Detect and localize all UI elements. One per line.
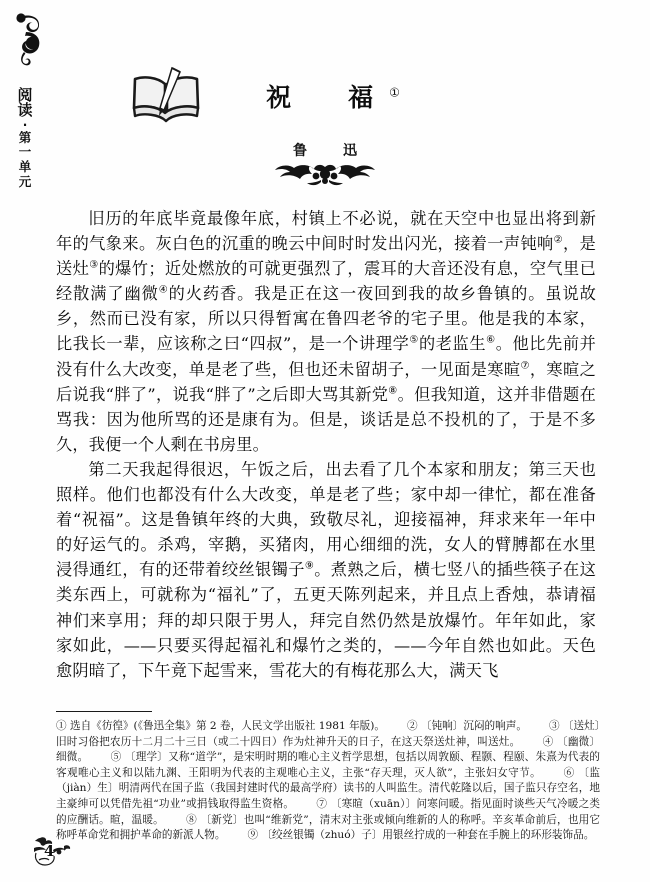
flourish-ornament — [12, 12, 54, 68]
footnote-number: ⑥ — [563, 766, 579, 779]
running-head-char: 读 — [17, 101, 33, 120]
footnote-item — [56, 751, 600, 779]
running-head-char: 一 — [18, 144, 32, 160]
author-name: 鲁 迅 — [293, 143, 368, 159]
article-body — [56, 206, 596, 683]
page-title-text: 祝 福 — [266, 83, 390, 112]
body-paragraph: 旧历的年底毕竟最像年底，村镇上不必说，就在天空中也显出将到新年的气象来。灰白色的沉重的晚云中间时时发出闪光，接着一声钝响②，是送灶③的爆竹；近处燃放的可就更强烈了，震耳的大音还没有息，空气里已经散满了幽微④的火药香。我是正在这一夜回到我的故乡鲁镇的。虽说故乡，然而已没有家，所以只得暂寓在鲁四老爷的宅子里。他是我的本家，比我长一辈，应该称之曰“四叔”，是一个讲理学⑤的老监生⑥。他比先前并没有什么大改变，单是老了些，但也还未留胡子，一见面是寒暄⑦，寒暄之后说我“胖了”，说我“胖了”之后即大骂其新党⑧。但我知道，这并非借题在骂我：因为他所骂的还是康有为。但是，谈话是总不投机的了，于是不多久，我便一个人剩在书房里。 — [56, 209, 597, 454]
footnote-text: 选自《彷徨》(《鲁迅全集》第 2 卷，人民文学出版社 1981 年版)。 — [69, 720, 386, 732]
running-head-char: 阅 — [17, 86, 33, 104]
footnotes-block — [56, 719, 600, 844]
body-paragraph: 第二天我起得很迟，午饭之后，出去看了几个本家和朋友；第三天也照样。他们也都没有什么大改变，单是老了些；家中却一律忙，都在准备着“祝福”。这是鲁镇年终的大典，致敬尽礼，迎接福神，拜求来年一年中的好运气的。杀鸡，宰鹅，买猪肉，用心细细的洗，女人的臂膊都在水里浸得通红，有的还带着绞丝银镯子⑨。煮熟之后，横七竖八的插些筷子在这类东西上，可就称为“福礼”了，五更天陈列起来，并且点上香烛，恭请福神们来享用；拜的却只限于男人，拜完自然仍然是放爆竹。年年如此，家家如此，——只要买得起福礼和爆竹之类的，——今年自然也如此。天色愈阴暗了，下午竟下起雪来，雪花大的有梅花那么大，满天飞 — [56, 459, 597, 680]
running-head-char: 第 — [18, 129, 32, 145]
floral-divider-ornament — [263, 161, 387, 187]
title-footnote-marker: ① — [389, 85, 400, 100]
footnote-text: 〔新党〕也叫“维新党”，清末对主张或倾向维新的人的称呼。辛亥革命前后，也用它称呼革命党和拥护革命的新派人物。 — [56, 813, 600, 842]
page-number-ornament — [22, 836, 102, 870]
footnote-text: 〔绞丝银镯（zhuó）子〕用银丝拧成的一种套在手腕上的环形装饰品。 — [261, 829, 595, 842]
footnote-item — [248, 829, 595, 841]
footnote-text: 〔送灶〕旧时习俗把农历十二月二十三日（或二十四日）作为灶神升天的日子，在这天祭送灶神，叫送灶。 — [56, 720, 601, 748]
footnote-text: 〔监（jiàn）生〕明清两代在国子监（我国封建时代的最高学府）读书的人叫监生。清代乾隆以后，国子监只存空名，地主豪绅可以凭借先祖“功业”或捐钱取得监生资格。 — [56, 766, 600, 810]
footnote-separator — [56, 711, 152, 712]
page-title — [250, 78, 400, 114]
footnote-number: ③ — [548, 720, 563, 732]
footnote-number: ⑨ — [247, 829, 262, 842]
footnote-number: ⑤ — [110, 751, 125, 764]
footnote-item — [56, 720, 385, 732]
page-title-block — [0, 78, 650, 114]
footnote-text: 〔寒暄（xuān）〕问寒问暖。指见面时谈些天气冷暖之类的应酬话。暄，温暖。 — [56, 797, 600, 826]
footnote-text: 〔幽微〕细微。 — [56, 735, 601, 764]
footnote-number: ② — [407, 720, 421, 732]
footnote-text: 〔理学〕又称“道学”，是宋明时期的唯心主义哲学思想，包括以周敦颐、程颢、程颐、朱熹为代表的客观唯心主义和以陆九渊、王阳明为代表的主观唯心主义，主张“存天理，灭人欲”，主张妇女守节。 — [56, 751, 601, 779]
footnote-number: ⑧ — [185, 813, 201, 826]
running-head-char: 单 — [18, 159, 32, 175]
footnote-number: ⑦ — [316, 797, 331, 810]
footnote-text: 〔钝响〕沉闷的响声。 — [420, 720, 527, 732]
footnote-item — [407, 720, 527, 732]
footnote-number: ① — [56, 720, 70, 732]
running-head-separator: · — [22, 117, 28, 132]
author-block — [0, 140, 650, 187]
footnote-number: ④ — [542, 735, 558, 748]
page-number: 4 — [44, 842, 55, 860]
running-head-char: 元 — [18, 173, 32, 189]
